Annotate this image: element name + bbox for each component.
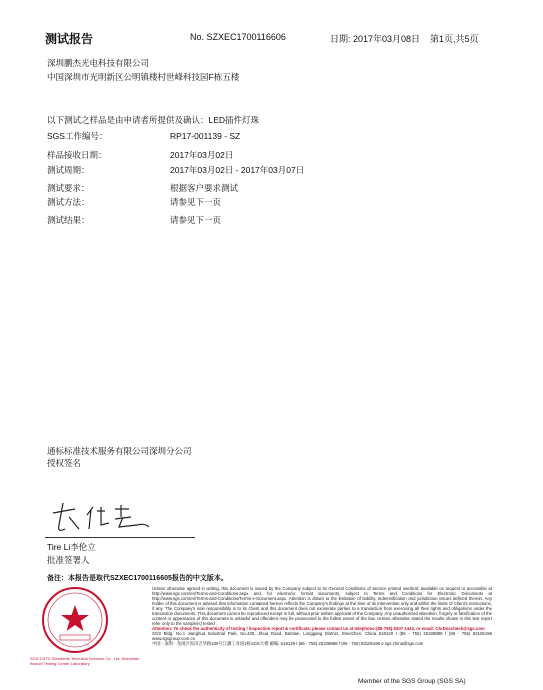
field-value: 根据客户要求测试 bbox=[170, 183, 239, 193]
report-footnote: 备注：本报告是取代SZXEC1700116605报告的中文版本。 bbox=[47, 575, 228, 582]
report-date: 日期: 2017年03月08日 bbox=[330, 34, 421, 44]
field-label: 测试周期： bbox=[47, 165, 90, 175]
company-address: 中国深圳市光明新区公明镇楼村世峰科技园F栋五楼 bbox=[47, 72, 240, 82]
field-value: 请参见下一页 bbox=[170, 197, 222, 207]
seal-side-text: SGS-CSTC Standards Technical Services Co., Ltd. Shenzhen Branch Testing Center Laboratory bbox=[30, 656, 140, 666]
signatory-authorized: 授权签名 bbox=[47, 458, 82, 468]
legal-disclaimer bbox=[152, 586, 492, 646]
company-seal bbox=[40, 585, 110, 655]
report-number: No. SZXEC1700116606 bbox=[190, 32, 286, 42]
address-english: SGS Bldg. No.1 Jianghua Industrial Park, No.430, Jihua Road, Bantian, Longgang District, Shenzhen, China 518129 t (86 - 755) 25328888 f (86 - 755) 83106196 www.sgsgroup.com.cn bbox=[152, 631, 492, 641]
field-label: 测试结果： bbox=[47, 215, 90, 225]
signatory-role: 批准签署人 bbox=[47, 555, 90, 565]
address-chinese: 中国 · 深圳 · 龙岗区坂田吉华路430号江灏工业园1栋SGS大楼 邮编: 518129 t (86 - 755) 25328888 f (86 - 755) 83106196 e sgs.china@sgs.com bbox=[152, 641, 424, 646]
authenticity-notice: Attention: To check the authenticity of testing / inspection report & certificate, please contact us at telephone:(86-755) 8307 1443, or email: CN.Doccheck@sgs.com bbox=[152, 626, 485, 631]
intro-text: 以下测试之样品是由申请者所提供及确认：LED插件灯珠 bbox=[47, 115, 260, 125]
report-title: 测试报告 bbox=[45, 32, 94, 46]
company-name: 深圳鹏杰光电科技有限公司 bbox=[47, 58, 150, 68]
field-value: 2017年03月02日 bbox=[170, 150, 234, 160]
field-label: 样品接收日期： bbox=[47, 150, 107, 160]
field-value: RP17-001139 - SZ bbox=[170, 131, 241, 141]
sgs-group-member: Member of the SGS Group (SGS SA) bbox=[358, 678, 466, 685]
field-value: 请参见下一页 bbox=[170, 215, 222, 225]
field-label: SGS工作编号： bbox=[47, 131, 108, 141]
signatory-org: 通标标准技术服务有限公司深圳分公司 bbox=[47, 446, 192, 456]
field-label: 测试方法： bbox=[47, 197, 90, 207]
field-value: 2017年03月02日 - 2017年03月07日 bbox=[170, 165, 305, 175]
page-indicator: 第1页,共5页 bbox=[430, 34, 479, 44]
signature-line bbox=[45, 537, 195, 538]
legal-body: Unless otherwise agreed in writing, this document is issued by the Company subject to its General Conditions of Service printed overleaf, available on request or accessible at http://www.sgs.com/en/Terms-and-Conditions.aspx and, for electronic format documents, subject to Terms and Conditions for Electronic Documents at http://www.sgs.com/en/Terms-and-Conditions/Terms-e-Document.aspx. Attention is drawn to the limitation of liability, indemnification and jurisdiction issues defined therein. Any holder of this document is advised that information contained hereon reflects the Company's findings at the time of its intervention only and within the limits of Client's instructions, if any. The Company's sole responsibility is to its Client and this document does not exonerate parties to a transaction from exercising all their rights and obligations under the transaction documents. This document cannot be reproduced except in full, without prior written approval of the Company. Any unauthorized alteration, forgery or falsification of the content or appearance of this document is unlawful and offenders may be prosecuted to the fullest extent of the law. Unless otherwise stated the results shown in this test report refer only to the sample(s) tested . bbox=[152, 586, 492, 626]
handwritten-signature bbox=[45, 495, 155, 537]
signatory-name: Tire Li李伦立 bbox=[47, 542, 96, 552]
field-label: 测试要求： bbox=[47, 183, 90, 193]
